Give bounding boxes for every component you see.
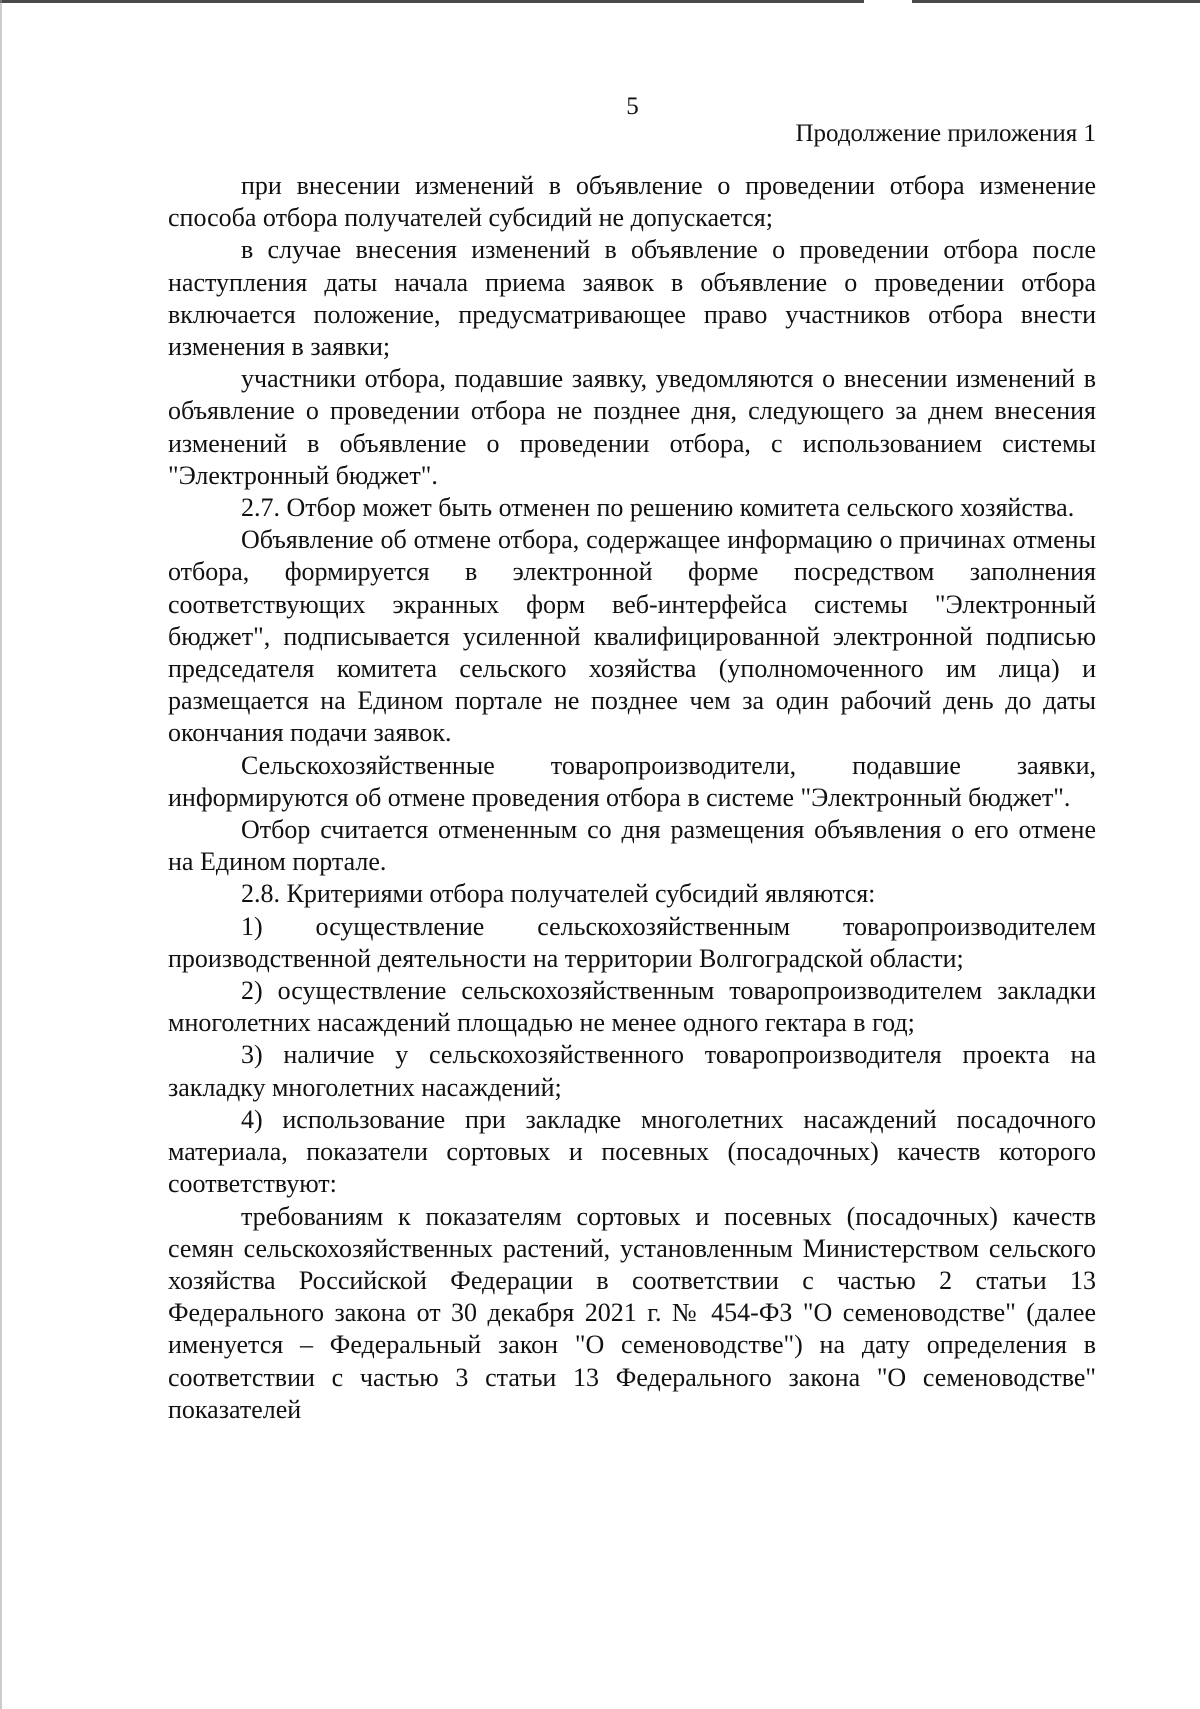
criterion-2: 2) осуществление сельскохозяйственным товаропроизводителем закладки многолетних насаждений площадью не менее одного гектара в год; [168,976,1096,1038]
paragraph-amendment-method: при внесении изменений в объявление о проведении отбора изменение способа отбора получателей субсидий не допускается; [168,171,1096,233]
paragraph-participants-notified: участники отбора, подавшие заявку, уведомляются о внесении изменений в объявление о проведении отбора не позднее дня, следующего за днем внесения изменений в объявление о проведении отбора, с использованием системы "Электронный бюджет". [168,364,1096,490]
paragraph-2-7: 2.7. Отбор может быть отменен по решению комитета сельского хозяйства. [241,493,1075,523]
paragraph-producers-informed: Сельскохозяйственные товаропроизводители, подавшие заявки, информируются об отмене проведения отбора в системе "Электронный бюджет". [168,750,1096,812]
document-body [168,170,1096,1426]
page-number: 5 [626,93,639,120]
paragraph-amendment-after-start: в случае внесения изменений в объявление о проведении отбора после наступления даты начала приема заявок в объявление о проведении отбора включается положение, предусматривающее право участников отбора внести изменения в заявки; [168,235,1096,362]
scan-edge-top [0,0,1200,3]
criterion-1: 1) осуществление сельскохозяйственным товаропроизводителем производственной деятельности на территории Волгоградской области; [168,911,1096,973]
criterion-4: 4) использование при закладке многолетних насаждений посадочного материала, показатели сортовых и посевных (посадочных) качеств которого соответствуют: [168,1104,1096,1199]
paragraph-cancelled-date: Отбор считается отмененным со дня размещения объявления о его отмене на Едином портале. [168,815,1096,877]
criterion-3: 3) наличие у сельскохозяйственного товаропроизводителя проекта на закладку многолетних насаждений; [168,1040,1096,1102]
scan-edge-left [0,0,2,1709]
paragraph-requirements: требованиям к показателям сортовых и посевных (посадочных) качеств семян сельскохозяйственных растений, установленным Министерством сельского хозяйства Российской Федерации в соответствии с частью 2 статьи 13 Федерального закона от 30 декабря 2021 г. № 454-ФЗ "О семеноводстве" (далее именуется – Федеральный закон "О семеноводстве") на дату определения в соответствии с частью 3 статьи 13 Федерального закона "О семеноводстве" показателей [168,1201,1096,1424]
paragraph-cancellation-notice: Объявление об отмене отбора, содержащее информацию о причинах отмены отбора, формируется в электронной форме посредством заполнения соответствующих экранных форм веб-интерфейса системы "Электронный бюджет", подписывается усиленной квалифицированной электронной подписью председателя комитета сельского хозяйства (уполномоченного им лица) и размещается на Едином портале не позднее чем за один рабочий день до даты окончания подачи заявок. [168,525,1096,748]
appendix-note: Продолжение приложения 1 [795,120,1096,147]
paragraph-2-8: 2.8. Критериями отбора получателей субсидий являются: [241,879,876,909]
